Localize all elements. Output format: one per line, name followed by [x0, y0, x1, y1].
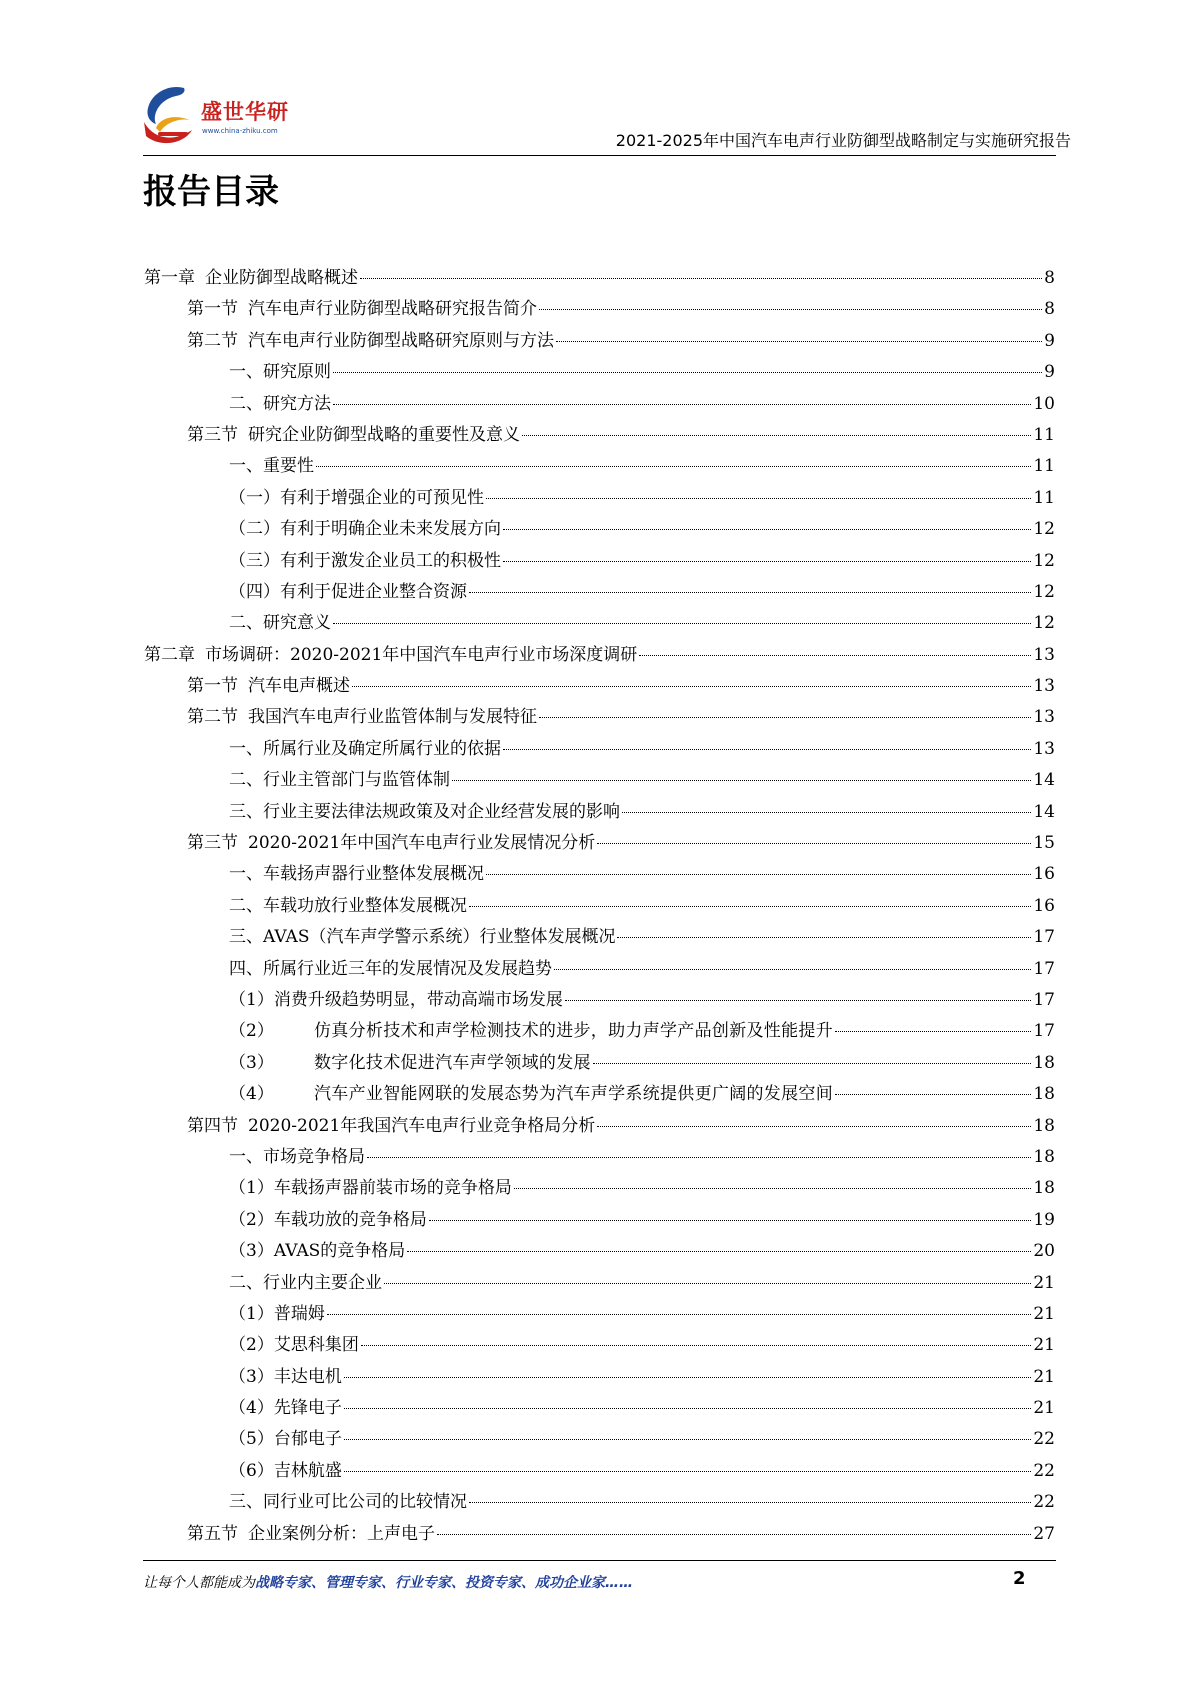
logo-url: www.china-zhiku.com — [202, 127, 278, 135]
toc-entry-page: 12 — [1033, 581, 1055, 602]
toc-entry-page: 12 — [1033, 550, 1055, 571]
toc-entry[interactable] — [144, 1299, 1055, 1330]
toc-entry[interactable] — [144, 1142, 1055, 1173]
toc-leader-dots — [344, 1377, 1032, 1378]
toc-entry-number: 第二章 — [144, 644, 195, 665]
toc-entry-page: 12 — [1033, 519, 1055, 540]
toc-entry-number: （1） — [229, 1303, 274, 1324]
toc-entry-page: 18 — [1033, 1146, 1055, 1167]
toc-leader-dots — [469, 1502, 1031, 1503]
toc-entry-title: 我国汽车电声行业监管体制与发展特征 — [248, 707, 537, 728]
toc-entry-number: 二、 — [229, 895, 263, 916]
toc-entry-page: 22 — [1033, 1429, 1055, 1450]
toc-entry-number: （一） — [229, 487, 280, 508]
toc-entry-number: 第二节 — [187, 330, 238, 351]
toc-entry-page: 18 — [1033, 1178, 1055, 1199]
toc-entry-title: 汽车产业智能网联的发展态势为汽车声学系统提供更广阔的发展空间 — [314, 1084, 833, 1105]
toc-leader-dots — [344, 1439, 1032, 1440]
toc-entry[interactable] — [144, 1079, 1055, 1110]
toc-entry-number: （4） — [229, 1084, 274, 1105]
toc-entry[interactable] — [144, 1424, 1055, 1455]
toc-entry-number: 第一节 — [187, 676, 238, 697]
toc-entry-page: 13 — [1033, 676, 1055, 697]
toc-entry-title: 车载扬声器行业整体发展概况 — [263, 864, 484, 885]
toc-entry-number: （3） — [229, 1366, 274, 1387]
toc-entry-number: （1） — [229, 1178, 274, 1199]
toc-entry-title: 车载功放行业整体发展概况 — [263, 895, 467, 916]
toc-leader-dots — [352, 686, 1031, 687]
toc-leader-dots — [503, 529, 1031, 530]
toc-leader-dots — [333, 372, 1042, 373]
toc-entry-title: 数字化技术促进汽车声学领域的发展 — [314, 1052, 591, 1073]
toc-leader-dots — [437, 1534, 1031, 1535]
toc-entry[interactable] — [144, 1519, 1055, 1550]
logo-emblem-icon — [140, 82, 202, 148]
logo-name: 盛世华研 — [201, 100, 289, 124]
slogan-prefix: 让每个人都能成为 — [143, 1575, 255, 1591]
toc-leader-dots — [556, 341, 1042, 342]
toc-entry-page: 21 — [1033, 1335, 1055, 1356]
toc-entry[interactable] — [144, 608, 1055, 639]
page-title: 报告目录 — [143, 172, 279, 212]
toc-entry-number: 三、 — [229, 801, 263, 822]
toc-entry[interactable] — [144, 577, 1055, 608]
toc-entry-number: 一、 — [229, 1146, 263, 1167]
toc-leader-dots — [835, 1094, 1031, 1095]
toc-entry[interactable] — [144, 1268, 1055, 1299]
toc-entry-page: 18 — [1033, 1115, 1055, 1136]
toc-entry-number: 第一章 — [144, 268, 195, 288]
toc-entry-page: 8 — [1044, 299, 1055, 320]
toc-leader-dots — [617, 937, 1031, 938]
toc-entry-number: 四、 — [229, 958, 263, 979]
toc-entry[interactable] — [144, 859, 1055, 890]
toc-entry[interactable] — [144, 357, 1055, 388]
toc-entry-page: 9 — [1044, 330, 1055, 351]
toc-entry-title: 先锋电子 — [273, 1398, 342, 1419]
toc-entry-number: 一、 — [229, 738, 263, 759]
toc-entry-page: 11 — [1033, 487, 1055, 508]
toc-entry[interactable] — [144, 1205, 1055, 1236]
page-number: 2 — [1013, 1568, 1026, 1589]
toc-entry-number: 第三节 — [187, 833, 238, 854]
toc-entry-title: 汽车电声行业防御型战略研究报告简介 — [248, 299, 537, 320]
toc-entry-title: 市场竞争格局 — [263, 1146, 365, 1167]
toc-entry-title: 研究方法 — [263, 393, 331, 414]
toc-entry[interactable] — [144, 1236, 1055, 1267]
toc-leader-dots — [327, 1314, 1032, 1315]
toc-entry[interactable] — [144, 797, 1055, 828]
toc-leader-dots — [344, 1471, 1032, 1472]
toc-entry[interactable] — [144, 546, 1055, 577]
toc-entry-page: 21 — [1033, 1272, 1055, 1293]
toc-entry-page: 15 — [1033, 833, 1055, 854]
toc-leader-dots — [503, 561, 1031, 562]
company-logo — [140, 82, 310, 148]
toc-entry[interactable] — [144, 1487, 1055, 1518]
toc-entry-title: 台郁电子 — [273, 1429, 342, 1450]
toc-leader-dots — [622, 812, 1031, 813]
toc-entry-title: 同行业可比公司的比较情况 — [263, 1492, 467, 1513]
toc-entry-page: 18 — [1033, 1084, 1055, 1105]
toc-entry[interactable] — [144, 765, 1055, 796]
toc-entry-page: 22 — [1033, 1460, 1055, 1481]
toc-entry-title: 2020-2021年中国汽车电声行业发展情况分析 — [248, 833, 596, 854]
toc-entry-page: 16 — [1033, 895, 1055, 916]
footer-slogan — [143, 1572, 633, 1592]
toc-entry[interactable] — [144, 1173, 1055, 1204]
footer-divider — [143, 1560, 1056, 1561]
toc-entry[interactable] — [144, 326, 1055, 357]
toc-leader-dots — [514, 1188, 1032, 1189]
toc-entry-number: 第一节 — [187, 299, 238, 320]
toc-entry-title: 行业主要法律法规政策及对企业经营发展的影响 — [263, 801, 620, 822]
toc-entry-page: 21 — [1033, 1366, 1055, 1387]
toc-leader-dots — [486, 874, 1031, 875]
toc-entry[interactable] — [144, 263, 1055, 294]
toc-entry-title: 企业案例分析：上声电子 — [248, 1523, 435, 1544]
toc-entry-page: 17 — [1033, 1021, 1055, 1042]
toc-entry-title: 普瑞姆 — [273, 1303, 325, 1324]
toc-entry-title: 车载功放的竞争格局 — [273, 1209, 427, 1230]
toc-entry[interactable] — [144, 891, 1055, 922]
toc-entry[interactable] — [144, 1048, 1055, 1079]
toc-entry-number: （3） — [229, 1241, 274, 1262]
toc-leader-dots — [835, 1031, 1031, 1032]
toc-entry-page: 9 — [1044, 362, 1055, 383]
toc-entry-page: 27 — [1033, 1523, 1055, 1544]
toc-entry[interactable] — [144, 1111, 1055, 1142]
toc-entry-page: 22 — [1033, 1492, 1055, 1513]
toc-entry-page: 18 — [1033, 1052, 1055, 1073]
toc-entry-title: 有利于增强企业的可预见性 — [280, 487, 484, 508]
toc-leader-dots — [452, 780, 1031, 781]
toc-entry-title: 汽车电声概述 — [248, 676, 350, 697]
toc-entry[interactable] — [144, 954, 1055, 985]
toc-entry-number: 二、 — [229, 770, 263, 791]
toc-entry-number: 一、 — [229, 864, 263, 885]
report-title: 2021-2025年中国汽车电声行业防御型战略制定与实施研究报告 — [615, 131, 1071, 150]
toc-entry[interactable] — [144, 828, 1055, 859]
toc-entry-number: （2） — [229, 1021, 274, 1042]
toc-entry-title: 汽车电声行业防御型战略研究原则与方法 — [248, 330, 554, 351]
toc-entry-number: （2） — [229, 1335, 274, 1356]
toc-leader-dots — [639, 655, 1031, 656]
toc-entry[interactable] — [144, 1456, 1055, 1487]
toc-entry-page: 17 — [1033, 989, 1055, 1010]
toc-entry[interactable] — [144, 1393, 1055, 1424]
toc-entry-page: 19 — [1033, 1209, 1055, 1230]
toc-leader-dots — [333, 404, 1031, 405]
toc-entry-page: 11 — [1033, 456, 1055, 477]
toc-leader-dots — [429, 1220, 1032, 1221]
table-of-contents — [144, 263, 1055, 1550]
toc-entry-title: 研究企业防御型战略的重要性及意义 — [248, 424, 520, 445]
toc-leader-dots — [539, 309, 1042, 310]
toc-entry-number: （3） — [229, 1052, 274, 1073]
toc-leader-dots — [360, 278, 1042, 279]
toc-entry-title: 行业主管部门与监管体制 — [263, 770, 450, 791]
toc-entry-title: 有利于明确企业未来发展方向 — [280, 519, 501, 540]
toc-entry-title: AVAS的竞争格局 — [273, 1241, 406, 1262]
toc-entry-number: 一、 — [229, 362, 263, 383]
toc-leader-dots — [503, 749, 1031, 750]
toc-entry-number: （1） — [229, 989, 274, 1010]
toc-entry[interactable] — [144, 483, 1055, 514]
toc-leader-dots — [469, 906, 1031, 907]
toc-entry[interactable] — [144, 1330, 1055, 1361]
toc-leader-dots — [344, 1408, 1032, 1409]
toc-leader-dots — [367, 1157, 1031, 1158]
toc-entry-page: 8 — [1044, 268, 1055, 288]
toc-entry-page: 16 — [1033, 864, 1055, 885]
toc-entry-page: 13 — [1033, 738, 1055, 759]
toc-entry-page: 10 — [1033, 393, 1055, 414]
toc-entry-number: 第三节 — [187, 424, 238, 445]
toc-entry[interactable] — [144, 671, 1055, 702]
toc-entry[interactable] — [144, 1362, 1055, 1393]
toc-entry-title: 丰达电机 — [273, 1366, 342, 1387]
toc-entry-title: 企业防御型战略概述 — [205, 268, 358, 288]
toc-entry-title: 研究原则 — [263, 362, 331, 383]
toc-entry-title: 有利于促进企业整合资源 — [280, 581, 467, 602]
toc-entry-title: 吉林航盛 — [273, 1460, 342, 1481]
toc-leader-dots — [539, 717, 1031, 718]
toc-entry-number: 二、 — [229, 393, 263, 414]
toc-entry-title: 有利于激发企业员工的积极性 — [280, 550, 501, 571]
toc-entry-number: （2） — [229, 1209, 274, 1230]
toc-entry-page: 21 — [1033, 1303, 1055, 1324]
toc-entry-number: 第四节 — [187, 1115, 238, 1136]
toc-entry-title: 所属行业近三年的发展情况及发展趋势 — [263, 958, 552, 979]
toc-entry-page: 14 — [1033, 801, 1055, 822]
toc-entry-title: 仿真分析技术和声学检测技术的进步，助力声学产品创新及性能提升 — [314, 1021, 833, 1042]
toc-leader-dots — [384, 1283, 1031, 1284]
toc-leader-dots — [486, 498, 1031, 499]
toc-leader-dots — [522, 435, 1031, 436]
toc-leader-dots — [554, 969, 1031, 970]
toc-entry-page: 12 — [1033, 613, 1055, 634]
toc-entry[interactable] — [144, 1016, 1055, 1047]
toc-entry-number: （5） — [229, 1429, 274, 1450]
toc-entry-page: 20 — [1033, 1241, 1055, 1262]
toc-entry[interactable] — [144, 420, 1055, 451]
toc-leader-dots — [597, 843, 1031, 844]
toc-entry-page: 11 — [1033, 424, 1055, 445]
toc-entry-number: （四） — [229, 581, 280, 602]
toc-entry[interactable] — [144, 294, 1055, 325]
toc-leader-dots — [407, 1251, 1031, 1252]
toc-entry[interactable] — [144, 985, 1055, 1016]
toc-entry-number: （三） — [229, 550, 280, 571]
toc-entry-title: 所属行业及确定所属行业的依据 — [263, 738, 501, 759]
toc-entry-page: 14 — [1033, 770, 1055, 791]
toc-entry[interactable] — [144, 702, 1055, 733]
toc-entry-number: 二、 — [229, 613, 263, 634]
toc-entry-page: 21 — [1033, 1398, 1055, 1419]
toc-leader-dots — [316, 466, 1031, 467]
slogan-roles: 战略专家、管理专家、行业专家、投资专家、成功企业家…… — [255, 1575, 633, 1591]
toc-entry[interactable] — [144, 922, 1055, 953]
header-divider — [143, 155, 1056, 156]
toc-entry-number: 一、 — [229, 456, 263, 477]
toc-entry[interactable] — [144, 451, 1055, 482]
toc-entry[interactable] — [144, 640, 1055, 671]
toc-entry[interactable] — [144, 734, 1055, 765]
toc-entry-title: 市场调研：2020-2021年中国汽车电声行业市场深度调研 — [205, 644, 638, 665]
toc-entry-number: 三、 — [229, 1492, 263, 1513]
toc-entry[interactable] — [144, 514, 1055, 545]
toc-entry-title: 重要性 — [263, 456, 314, 477]
toc-entry-page: 13 — [1033, 644, 1055, 665]
toc-entry-title: 消费升级趋势明显，带动高端市场发展 — [273, 989, 563, 1010]
toc-entry-number: 第二节 — [187, 707, 238, 728]
toc-leader-dots — [469, 592, 1031, 593]
toc-entry-title: 2020-2021年我国汽车电声行业竞争格局分析 — [248, 1115, 596, 1136]
toc-entry-title: 艾思科集团 — [273, 1335, 359, 1356]
toc-entry-title: 行业内主要企业 — [263, 1272, 382, 1293]
toc-entry-number: 三、 — [229, 927, 263, 948]
toc-entry-number: （6） — [229, 1460, 274, 1481]
toc-entry-title: 车载扬声器前装市场的竞争格局 — [273, 1178, 512, 1199]
toc-leader-dots — [593, 1063, 1032, 1064]
toc-leader-dots — [333, 623, 1031, 624]
toc-entry-page: 17 — [1033, 958, 1055, 979]
toc-entry-number: 二、 — [229, 1272, 263, 1293]
toc-entry-page: 17 — [1033, 927, 1055, 948]
toc-entry-page: 13 — [1033, 707, 1055, 728]
toc-entry-number: （二） — [229, 519, 280, 540]
toc-entry[interactable] — [144, 389, 1055, 420]
toc-entry-title: 研究意义 — [263, 613, 331, 634]
toc-entry-number: 第五节 — [187, 1523, 238, 1544]
toc-leader-dots — [361, 1345, 1032, 1346]
toc-entry-title: AVAS（汽车声学警示系统）行业整体发展概况 — [263, 927, 616, 948]
toc-entry-number: （4） — [229, 1398, 274, 1419]
toc-leader-dots — [565, 1000, 1032, 1001]
toc-leader-dots — [597, 1126, 1031, 1127]
